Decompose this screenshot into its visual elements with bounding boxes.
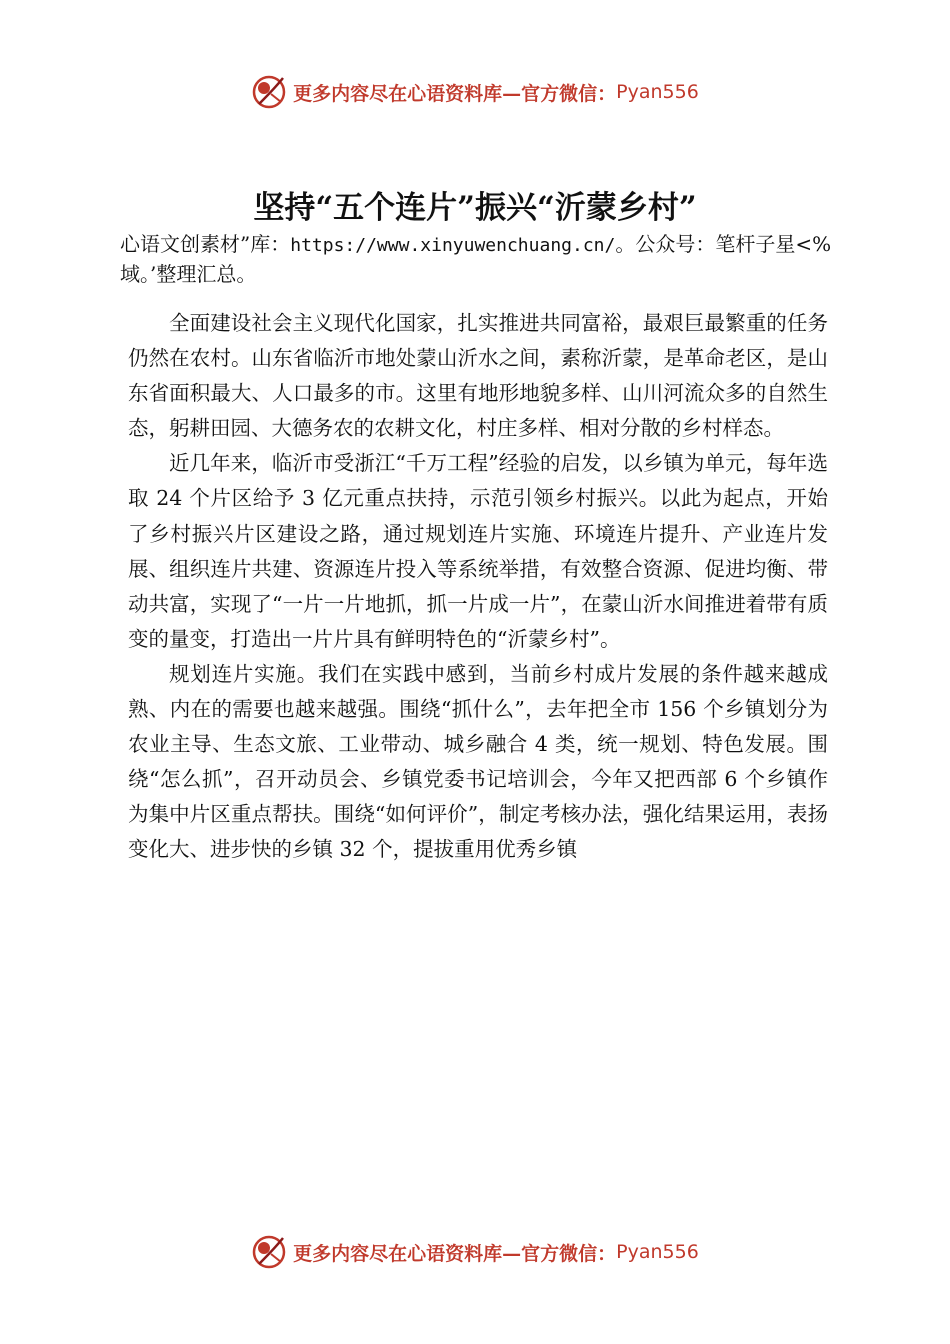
paragraph: 规划连片实施。我们在实践中感到，当前乡村成片发展的条件越来越成熟、内在的需要也越来越强。围绕“抓什么”，去年把全市 156 个乡镇划分为农业主导、生态文旅、工业带动、城乡融合 4 类，统一规划、特色发展。围绕“怎么抓”，召开动员会、乡镇党委书记培训会，今年又把西部 6 个乡镇作为集中片区重点帮扶。围绕“如何评价”，制定考核办法，强化结果运用，表扬变化大、进步快的乡镇 32 个，提拔重用优秀乡镇 (128, 661, 828, 862)
paragraph: 近几年来，临沂市受浙江“千万工程”经验的启发，以乡镇为单元，每年选取 24 个片区给予 3 亿元重点扶持，示范引领乡村振兴。以此为起点，开始了乡村振兴片区建设之路，通过规划连片实施、环境连片提升、产业连片发展、组织连片共建、资源连片投入等系统举措，有效整合资源、促进均衡、带动共富，实现了“一片一片地抓，抓一片成一片”，在蒙山沂水间推进着带有质变的量变，打造出一片片具有鲜明特色的“沂蒙乡村”。 (128, 451, 828, 651)
logo-icon (251, 74, 287, 110)
source-prefix: 心语文创素材”库： (120, 232, 291, 256)
footer-banner-text: 更多内容尽在心语资料库—官方微信： (293, 1242, 617, 1265)
source-line (120, 230, 835, 289)
footer-wechat-id: Pyan556 (616, 1241, 699, 1263)
logo-icon (251, 1234, 287, 1270)
document-title: 坚持“五个连片”振兴“沂蒙乡村” (253, 190, 697, 226)
header-banner-text: 更多内容尽在心语资料库—官方微信： (293, 82, 617, 105)
header-banner (0, 70, 950, 114)
source-suffix: 。公众号：笔杆子星<%域。’整理汇总。 (120, 232, 832, 286)
paragraph: 全面建设社会主义现代化国家，扎实推进共同富裕，最艰巨最繁重的任务仍然在农村。山东省临沂市地处蒙山沂水之间，素称沂蒙，是革命老区，是山东省面积最大、人口最多的市。这里有地形地貌多样、山川河流众多的自然生态，躬耕田园、大德务农的农耕文化，村庄多样、相对分散的乡村样态。 (128, 311, 828, 441)
header-wechat-id: Pyan556 (616, 81, 699, 103)
document-body (128, 306, 828, 868)
source-url: https://www.xinyuwenchuang.cn/ (290, 235, 616, 256)
footer-banner (0, 1230, 950, 1274)
